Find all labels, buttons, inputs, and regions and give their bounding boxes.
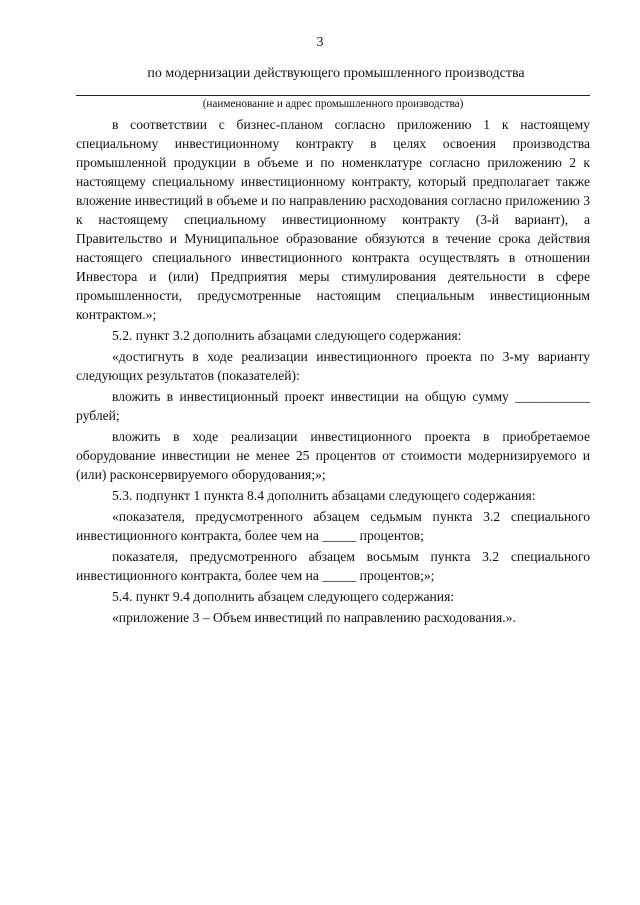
paragraph: 5.3. подпункт 1 пункта 8.4 дополнить абзацами следующего содержания: — [112, 488, 536, 503]
paragraph: 5.2. пункт 3.2 дополнить абзацами следующего содержания: — [112, 328, 462, 343]
page-number: 3 — [316, 35, 324, 50]
paragraph: показателя, предусмотренного абзацем восьмым пункта 3.2 специального инвестиционного контракта, более чем на _____ процентов;»; — [76, 549, 590, 583]
underline-rule — [76, 95, 590, 96]
paragraph: «приложение 3 – Объем инвестиций по направлению расходования.». — [112, 610, 516, 625]
paragraph: «достигнуть в ходе реализации инвестиционного проекта по 3-му варианту следующих результатов (показателей): — [76, 349, 590, 383]
field-caption: (наименование и адрес промышленного производства) — [202, 98, 464, 110]
paragraph: 5.4. пункт 9.4 дополнить абзацем следующего содержания: — [112, 589, 455, 604]
document-body — [76, 115, 590, 627]
paragraph: вложить в ходе реализации инвестиционного проекта в приобретаемое оборудование инвестиции не менее 25 процентов от стоимости модернизируемого и (или) расконсервируемого оборудования;»; — [76, 429, 590, 482]
document-subject: по модернизации действующего промышленного производства — [147, 66, 525, 81]
paragraph: «показателя, предусмотренного абзацем седьмым пункта 3.2 специального инвестиционного контракта, более чем на _____ процентов; — [76, 509, 590, 543]
paragraph: вложить в инвестиционный проект инвестиции на общую сумму ___________ рублей; — [76, 389, 590, 423]
paragraph: в соответствии с бизнес-планом согласно приложению 1 к настоящему специальному инвестиционному контракту в целях освоения производства промышленной продукции в объеме и по номенклатуре согласно приложению 2 к настоящему специальному инвестиционному контракту, который предполагает также вложение инвестиций в объеме и по направлению расходования согласно приложению 3 к настоящему специальному инвестиционному контракту (3-й вариант), а Правительство и Муниципальное образование обязуются в течение срока действия настоящего специального инвестиционного контракта осуществлять в отношении Инвестора и (или) Предприятия меры стимулирования деятельности в сфере промышленности, предусмотренные настоящим специальным инвестиционным контрактом.»; — [76, 117, 590, 322]
